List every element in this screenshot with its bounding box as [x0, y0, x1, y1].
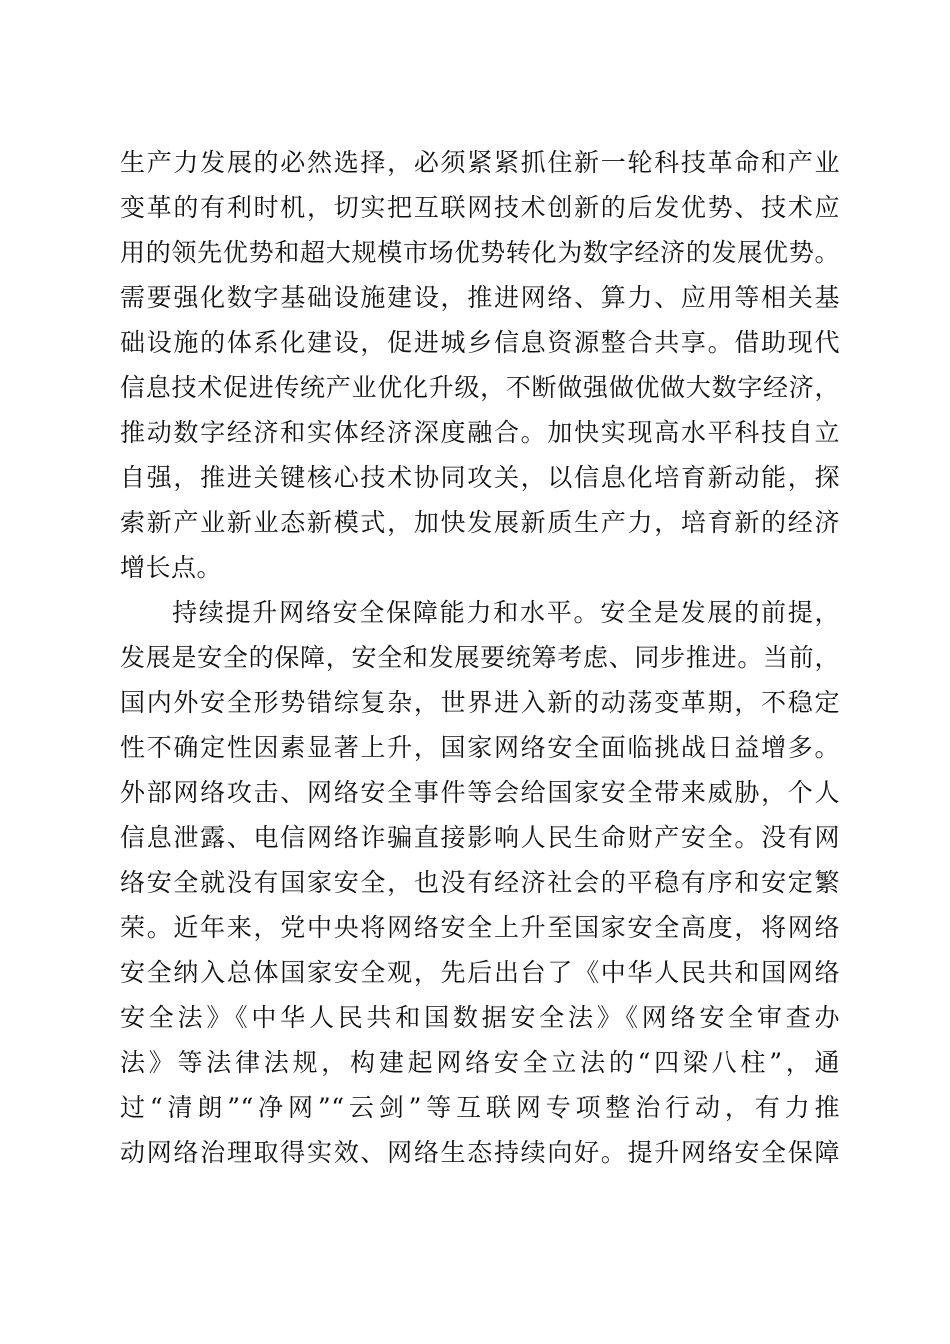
- text-line: 安全法》《中华人民共和国数据安全法》《网络安全审查办: [120, 1003, 840, 1032]
- text-line: 安全纳入总体国家安全观，先后出台了《中华人民共和国网络: [120, 958, 840, 987]
- text-line: 外部网络攻击、网络安全事件等会给国家安全带来威胁，个人: [120, 778, 840, 807]
- text-line: 发展是安全的保障，安全和发展要统筹考虑、同步推进。当前，: [120, 643, 840, 672]
- text-line: 信息泄露、电信网络诈骗直接影响人民生命财产安全。没有网: [120, 823, 840, 852]
- paragraph: [120, 140, 840, 590]
- text-line: 用的领先优势和超大规模市场优势转化为数字经济的发展优势。: [120, 238, 840, 267]
- text-line: 信息技术促进传统产业优化升级，不断做强做优做大数字经济，: [120, 373, 840, 402]
- text-line: 国内外安全形势错综复杂，世界进入新的动荡变革期，不稳定: [120, 688, 840, 717]
- text-line: 索新产业新业态新模式，加快发展新质生产力，培育新的经济: [120, 508, 840, 537]
- text-line: 础设施的体系化建设，促进城乡信息资源整合共享。借助现代: [120, 328, 840, 357]
- text-line: 持续提升网络安全保障能力和水平。安全是发展的前提，: [172, 598, 840, 627]
- body-text: [120, 140, 840, 1175]
- text-line: 变革的有利时机，切实把互联网技术创新的后发优势、技术应: [120, 193, 840, 222]
- text-line: 需要强化数字基础设施建设，推进网络、算力、应用等相关基: [120, 283, 840, 312]
- text-line: 法》等法律法规，构建起网络安全立法的“四梁八柱”，通: [120, 1048, 840, 1077]
- text-line: 络安全就没有国家安全，也没有经济社会的平稳有序和安定繁: [120, 868, 840, 897]
- text-line: 增长点。: [120, 553, 223, 582]
- text-line: 过“清朗”“净网”“云剑”等互联网专项整治行动，有力推: [120, 1093, 840, 1122]
- text-line: 推动数字经济和实体经济深度融合。加快实现高水平科技自立: [120, 418, 840, 447]
- text-line: 自强，推进关键核心技术协同攻关，以信息化培育新动能，探: [120, 463, 840, 492]
- text-line: 性不确定性因素显著上升，国家网络安全面临挑战日益增多。: [120, 733, 840, 762]
- paragraph: [120, 590, 840, 1175]
- text-line: 生产力发展的必然选择，必须紧紧抓住新一轮科技革命和产业: [120, 148, 840, 177]
- text-line: 荣。近年来，党中央将网络安全上升至国家安全高度，将网络: [120, 913, 840, 942]
- text-line: 动网络治理取得实效、网络生态持续向好。提升网络安全保障: [120, 1138, 840, 1167]
